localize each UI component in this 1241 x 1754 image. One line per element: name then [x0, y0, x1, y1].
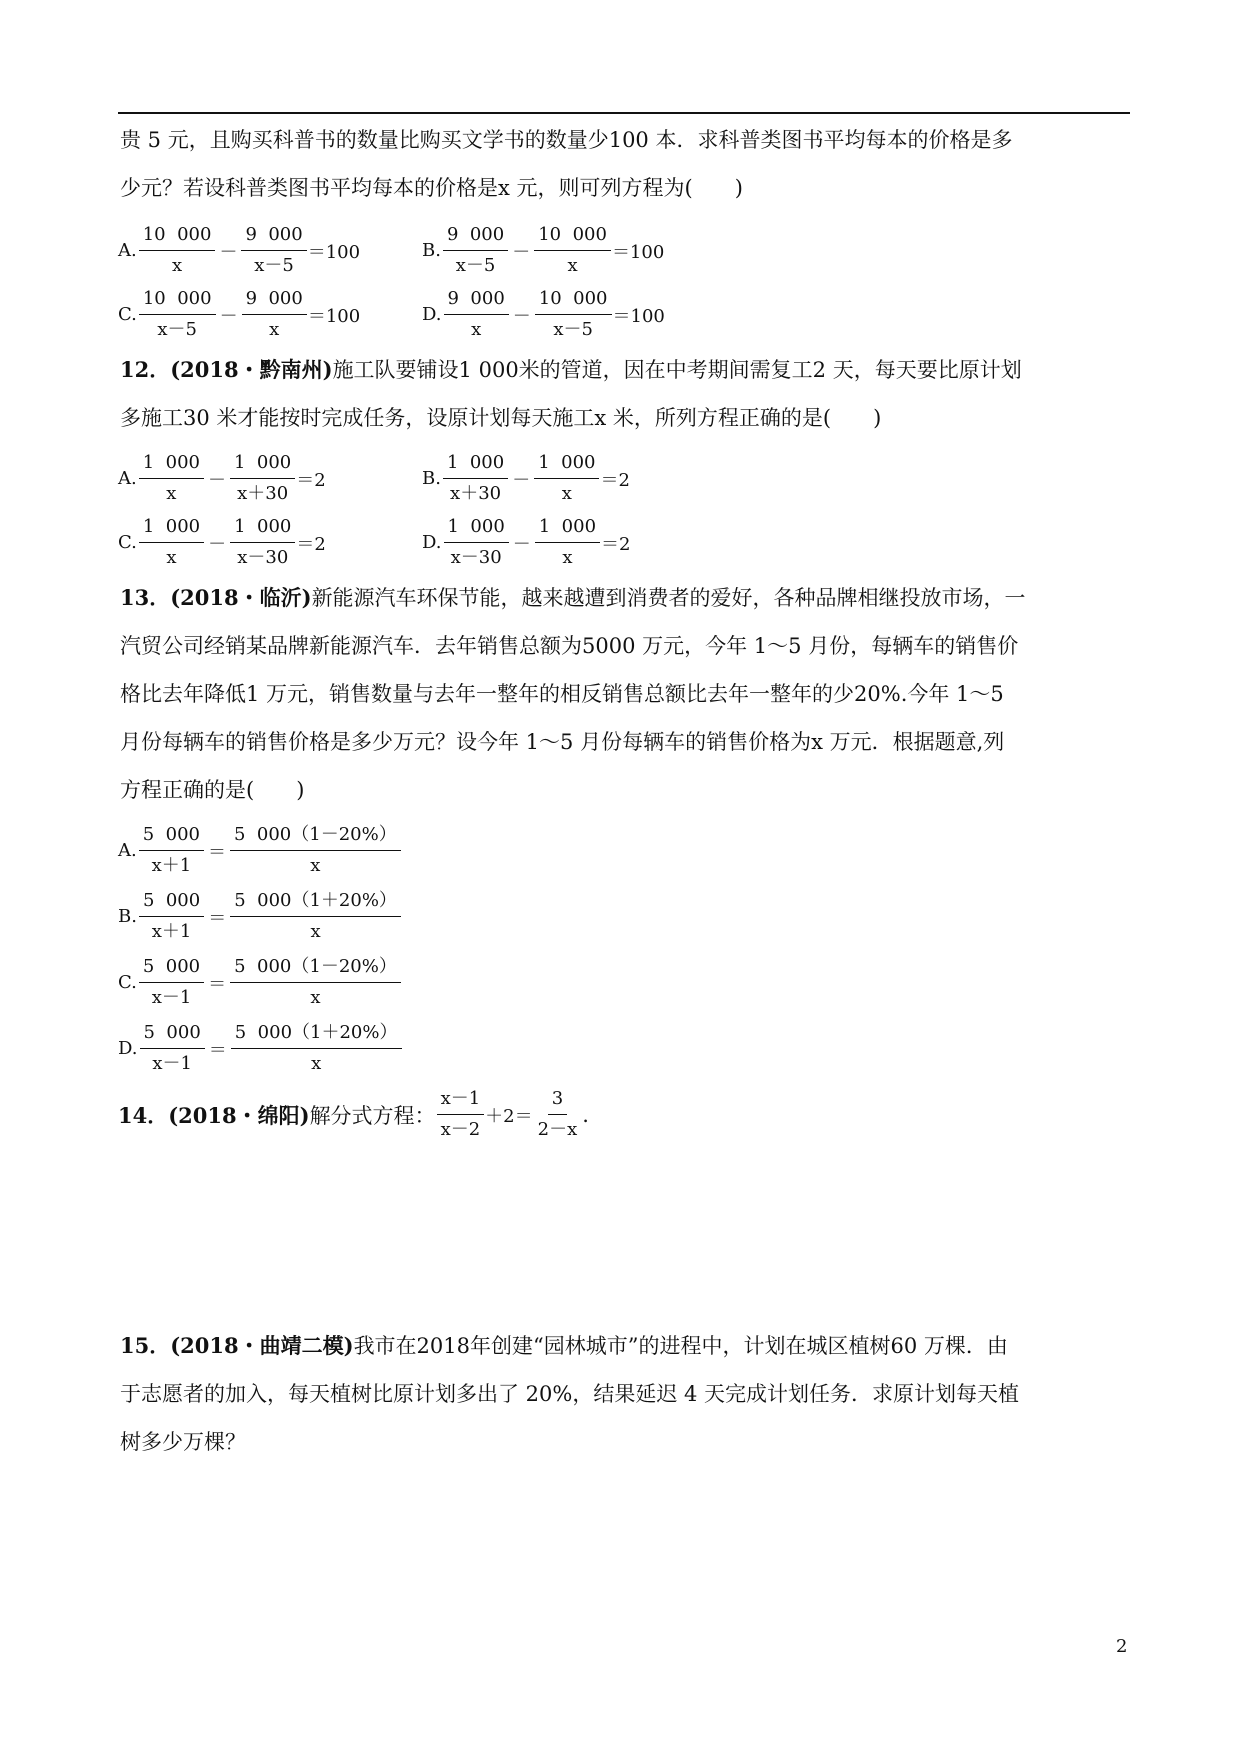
fraction [443, 450, 508, 507]
page-number: 2 [1116, 1636, 1128, 1657]
fraction [139, 222, 216, 279]
operator: ＝ [208, 1039, 227, 1061]
operator: － [208, 533, 227, 555]
operator: ＝ [208, 973, 227, 995]
option-label: A. [118, 468, 137, 489]
q13-text-line-2: 汽贸公司经销某品牌新能源汽车．去年销售总额为5000 万元，今年 1～5 月份，每辆车的销售价 [120, 634, 1019, 658]
denominator: x－30 [450, 547, 502, 568]
operator: － [512, 533, 531, 555]
numerator: 5 000 [139, 888, 204, 917]
denominator: x [567, 255, 578, 276]
denominator: x－5 [553, 319, 593, 340]
option-label: A. [118, 240, 137, 261]
fraction [437, 1086, 485, 1143]
fraction [241, 222, 306, 279]
fraction [140, 1020, 205, 1077]
fraction [534, 1086, 582, 1143]
rhs: ＝100 [611, 241, 665, 263]
fraction [535, 514, 600, 571]
fraction [535, 286, 612, 343]
fraction [230, 888, 401, 945]
q12-option-a[interactable] [118, 450, 326, 507]
q12-option-d[interactable] [422, 514, 631, 571]
q11-option-d[interactable] [422, 286, 665, 343]
fraction [230, 954, 401, 1011]
denominator: x－30 [237, 547, 289, 568]
fraction [443, 222, 508, 279]
rhs: ＝2 [296, 469, 326, 491]
fraction [242, 286, 307, 343]
question-source: (2018・曲靖二模) [170, 1333, 354, 1358]
fraction [534, 450, 599, 507]
denominator: 2－x [537, 1119, 578, 1140]
denominator: x [561, 483, 572, 504]
q13-text-line-1 [120, 584, 1026, 612]
q12-text-line-1 [120, 356, 1022, 384]
numerator: 10 000 [139, 286, 216, 315]
denominator: x [562, 547, 573, 568]
q12-option-c[interactable] [118, 514, 326, 571]
fraction [139, 888, 204, 945]
numerator: 1 000 [443, 450, 508, 479]
q13-option-d[interactable] [118, 1020, 403, 1077]
option-label: A. [118, 840, 137, 861]
rhs: ＝2 [296, 533, 326, 555]
denominator: x [172, 255, 183, 276]
denominator: x＋30 [450, 483, 502, 504]
numerator: 5 000（1＋20%） [230, 888, 401, 917]
question-text: 我市在2018年创建“园林城市”的进程中，计划在城区植树60 万棵．由 [353, 1334, 1008, 1358]
denominator: x [310, 921, 321, 942]
denominator: x－5 [254, 255, 294, 276]
question-number: 12． [120, 357, 171, 382]
question-number: 14． [118, 1102, 169, 1128]
q12-text-line-2: 多施工30 米才能按时完成任务，设原计划每天施工x 米，所列方程正确的是( ) [120, 406, 882, 430]
operator: － [208, 469, 226, 491]
q13-option-a[interactable] [118, 822, 402, 879]
option-label: C. [118, 972, 137, 993]
option-label: C. [118, 304, 137, 325]
operator: － [512, 469, 531, 491]
rhs: ＝100 [612, 305, 665, 327]
denominator: x＋1 [151, 921, 192, 942]
q11-option-b[interactable] [422, 222, 664, 279]
operator: ＋2＝ [485, 1105, 533, 1127]
denominator: x [311, 1053, 322, 1074]
denominator: x－5 [455, 255, 496, 276]
operator: － [512, 305, 531, 327]
numerator: 10 000 [535, 286, 612, 315]
q13-option-b[interactable] [118, 888, 402, 945]
numerator: 9 000 [444, 286, 509, 315]
numerator: 5 000 [140, 1020, 205, 1049]
q12-option-b[interactable] [422, 450, 630, 507]
denominator: x [471, 319, 482, 340]
option-label: D. [118, 1038, 138, 1059]
numerator: 5 000 [139, 822, 204, 851]
question-text: 解分式方程： [309, 1103, 436, 1128]
rhs: ＝100 [307, 305, 361, 327]
operator: － [219, 241, 238, 263]
option-label: D. [422, 532, 442, 553]
numerator: 1 000 [444, 514, 509, 543]
q11-option-a[interactable] [118, 222, 360, 279]
fraction [139, 514, 204, 571]
fraction [139, 822, 204, 879]
numerator: 5 000 [139, 954, 204, 983]
numerator: 1 000 [230, 450, 295, 479]
fraction [444, 514, 509, 571]
q11-text-line-2: 少元？若设科普类图书平均每本的价格是x 元，则可列方程为( ) [120, 176, 743, 200]
denominator: x－5 [157, 319, 198, 340]
fraction [139, 286, 216, 343]
q13-text-line-4: 月份每辆车的销售价格是多少万元？设今年 1～5 月份每辆车的销售价格为x 万元．根据题意,列 [120, 730, 1005, 754]
header-rule [118, 112, 1130, 114]
fraction [534, 222, 611, 279]
fraction [139, 954, 204, 1011]
denominator: x＋1 [151, 855, 192, 876]
fraction [230, 514, 295, 571]
fraction [139, 450, 204, 507]
question-source: (2018・黔南州) [170, 357, 333, 382]
fraction [231, 1020, 402, 1077]
numerator: 9 000 [241, 222, 306, 251]
denominator: x [166, 547, 177, 568]
operator: － [219, 305, 238, 327]
numerator: 5 000（1＋20%） [231, 1020, 402, 1049]
numerator: 1 000 [230, 514, 295, 543]
rhs: ＝2 [601, 533, 631, 555]
denominator: x [310, 855, 321, 876]
q13-option-c[interactable] [118, 954, 402, 1011]
option-label: B. [118, 906, 137, 927]
rhs: ＝100 [307, 241, 361, 263]
denominator: x [310, 987, 321, 1008]
operator: ＝ [208, 841, 226, 863]
question-text: 施工队要铺设1 000米的管道，因在中考期间需复工2 天，每天要比原计划 [332, 358, 1022, 382]
numerator: 10 000 [139, 222, 216, 251]
q15-text-line-2: 于志愿者的加入，每天植树比原计划多出了 20%，结果延迟 4 天完成计划任务．求原计划每天植 [120, 1382, 1020, 1406]
q15-text-line-3: 树多少万棵？ [120, 1430, 246, 1454]
option-label: C. [118, 532, 137, 553]
question-source: (2018・绵阳) [168, 1102, 310, 1128]
denominator: x＋30 [237, 483, 289, 504]
option-label: B. [422, 468, 441, 489]
q13-text-line-5: 方程正确的是( ) [120, 778, 305, 802]
question-source: (2018・临沂) [170, 585, 312, 610]
question-text: 新能源汽车环保节能，越来越遭到消费者的爱好，各种品牌相继投放市场，一 [311, 586, 1026, 610]
numerator: 1 000 [534, 450, 599, 479]
period: . [582, 1102, 589, 1127]
q13-text-line-3: 格比去年降低1 万元，销售数量与去年一整年的相反销售总额比去年一整年的少20%.今年 1～5 [120, 682, 1004, 706]
numerator: 10 000 [534, 222, 611, 251]
denominator: x－2 [440, 1119, 481, 1140]
q11-option-c[interactable] [118, 286, 360, 343]
numerator: x－1 [437, 1086, 485, 1115]
option-label: D. [422, 304, 442, 325]
denominator: x [166, 483, 177, 504]
q11-text-line-1: 贵 5 元，且购买科普书的数量比购买文学书的数量少100 本．求科普类图书平均每本的价格是多 [120, 128, 1013, 152]
numerator: 1 000 [535, 514, 600, 543]
question-number: 15． [120, 1333, 171, 1358]
q15-text-line-1 [120, 1332, 1008, 1360]
fraction [230, 822, 401, 879]
denominator: x－1 [152, 1053, 192, 1074]
operator: ＝ [208, 907, 227, 929]
option-label: B. [422, 240, 441, 261]
numerator: 5 000（1－20%） [230, 954, 401, 983]
question-number: 13． [120, 585, 171, 610]
numerator: 1 000 [139, 450, 204, 479]
numerator: 1 000 [139, 514, 204, 543]
operator: － [512, 241, 531, 263]
fraction [444, 286, 509, 343]
denominator: x [269, 319, 280, 340]
numerator: 9 000 [242, 286, 307, 315]
q14-line [118, 1086, 589, 1143]
denominator: x－1 [151, 987, 192, 1008]
numerator: 3 [548, 1086, 567, 1115]
fraction [230, 450, 295, 507]
numerator: 9 000 [443, 222, 508, 251]
numerator: 5 000（1－20%） [230, 822, 401, 851]
rhs: ＝2 [600, 469, 630, 491]
